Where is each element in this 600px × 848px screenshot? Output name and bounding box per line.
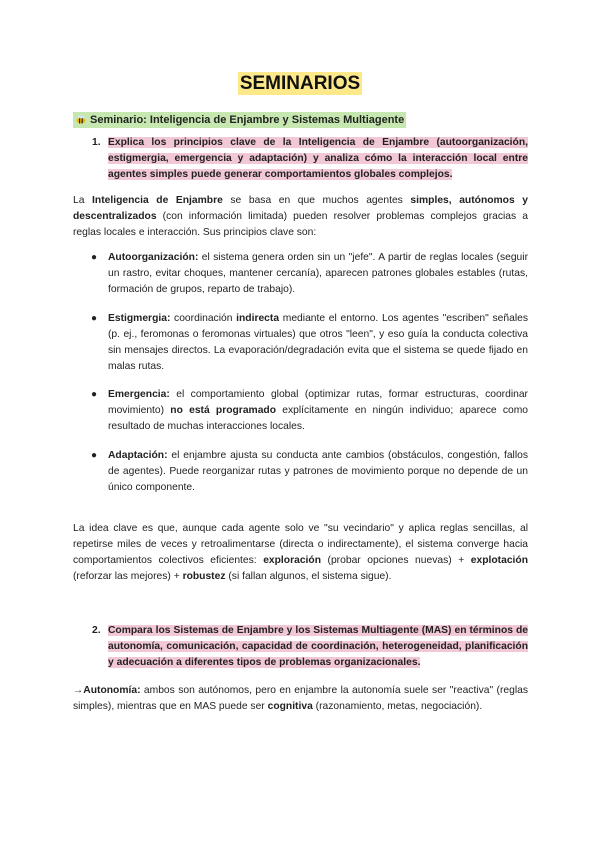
intro-bold-1: Inteligencia de Enjambre — [92, 195, 223, 206]
bullet-emergencia — [91, 387, 528, 435]
question-1-text: Explica los principios clave de la Inteligencia de Enjambre (autoorganización, estigmergia, emergencia y adaptación) y analiza cómo la interacción local entre agentes simples puede generar comportamientos globales complejos. — [108, 137, 528, 180]
conclusion-paragraph — [73, 521, 528, 585]
bullet-text: el comportamiento global (optimizar rutas, formar estructuras, coordinar movimiento) — [108, 389, 528, 416]
intro-text-3: (con información limitada) pueden resolver problemas complejos gracias a reglas locales e interacción. Sus principios clave son: — [73, 211, 528, 238]
conclusion-text-2: (probar opciones nuevas) + — [320, 555, 471, 566]
bullet-text: el enjambre ajusta su conducta ante cambios (obstáculos, congestión, fallos de agentes). Puede reorganizar rutas y patrones de movimiento porque no depende de un único componente. — [108, 450, 528, 493]
bullet-bold: indirecta — [236, 313, 280, 324]
bullet-text: mediante el entorno. Los agentes "escriben" señales (p. ej., feromonas o feromonas virtuales) que otros "leen", y eso guía la conducta colectiva sin mensajes directos. La evaporación/degradación evita que el sistema se quede fijado en malas rutas. — [108, 313, 528, 372]
seminar-heading — [73, 112, 406, 128]
conclusion-bold-1: exploración — [263, 555, 321, 566]
bullet-autoorganizacion — [91, 250, 528, 298]
bee-icon — [75, 115, 87, 124]
bullet-estigmergia — [91, 311, 528, 375]
bullet-term: Emergencia: — [108, 389, 170, 400]
seminar-heading-text: Seminario: Inteligencia de Enjambre y Sistemas Multiagente — [90, 114, 405, 126]
bullet-dot: ● — [91, 389, 98, 400]
conclusion-bold-3: robustez — [182, 571, 226, 582]
bullet-term: Estigmergia: — [108, 313, 171, 324]
conclusion-text-4: (si fallan algunos, el sistema sigue). — [225, 571, 392, 582]
intro-text-2: se basa en que muchos agentes — [222, 195, 411, 206]
question-2 — [92, 623, 528, 671]
question-1-number: 1. — [92, 137, 101, 148]
conclusion-bold-2: explotación — [470, 555, 528, 566]
conclusion-text-3: (reforzar las mejores) + — [73, 571, 183, 582]
autonomy-paragraph — [73, 683, 528, 715]
question-2-number: 2. — [92, 625, 101, 636]
question-2-text: Compara los Sistemas de Enjambre y los Sistemas Multiagente (MAS) en términos de autonomía, comunicación, capacidad de coordinación, heterogeneidad, planificación y adecuación a diferentes tipos de problemas organizacionales. — [108, 625, 528, 668]
bullet-term: Autoorganización: — [108, 252, 199, 263]
arrow-icon: → — [73, 685, 84, 696]
bullet-bold: no está programado — [170, 405, 277, 416]
bullet-term: Adaptación: — [108, 450, 168, 461]
question-1 — [92, 135, 528, 183]
autonomy-text-1: ambos son autónomos, pero en enjambre la autonomía suele ser "reactiva" (reglas simples), mientras que en MAS puede ser — [73, 685, 528, 712]
bullet-dot: ● — [91, 313, 98, 324]
page-title: SEMINARIOS — [239, 73, 361, 94]
bullet-text: coordinación — [170, 313, 237, 324]
bullet-adaptacion — [91, 448, 528, 496]
intro-bold-2: simples, autónomos y descentralizados — [73, 195, 529, 222]
title-wrap — [0, 72, 600, 95]
intro-text-1: La — [73, 195, 93, 206]
bullet-dot: ● — [91, 252, 98, 263]
autonomy-bold-2: cognitiva — [267, 701, 313, 712]
autonomy-text-2: (razonamiento, metas, negociación). — [312, 701, 483, 712]
intro-paragraph — [73, 193, 528, 241]
bullet-text: el sistema genera orden sin un "jefe". A partir de reglas locales (seguir un rastro, evitar choques, mantener cercanía), aparecen patrones globales estables (rutas, formación de grupos, reparto de trabajo). — [108, 252, 528, 295]
bullet-dot: ● — [91, 450, 98, 461]
autonomy-bold-1: Autonomía: — [83, 685, 141, 696]
bullet-text: explícitamente en ningún individuo; aparece como resultado de muchas interacciones locales. — [108, 405, 529, 432]
conclusion-text-1: La idea clave es que, aunque cada agente solo ve "su vecindario" y aplica reglas sencillas, al repetirse miles de veces y retroalimentarse (directa o indirectamente), el sistema converge hacia comportamientos colectivos eficientes: — [73, 523, 528, 566]
